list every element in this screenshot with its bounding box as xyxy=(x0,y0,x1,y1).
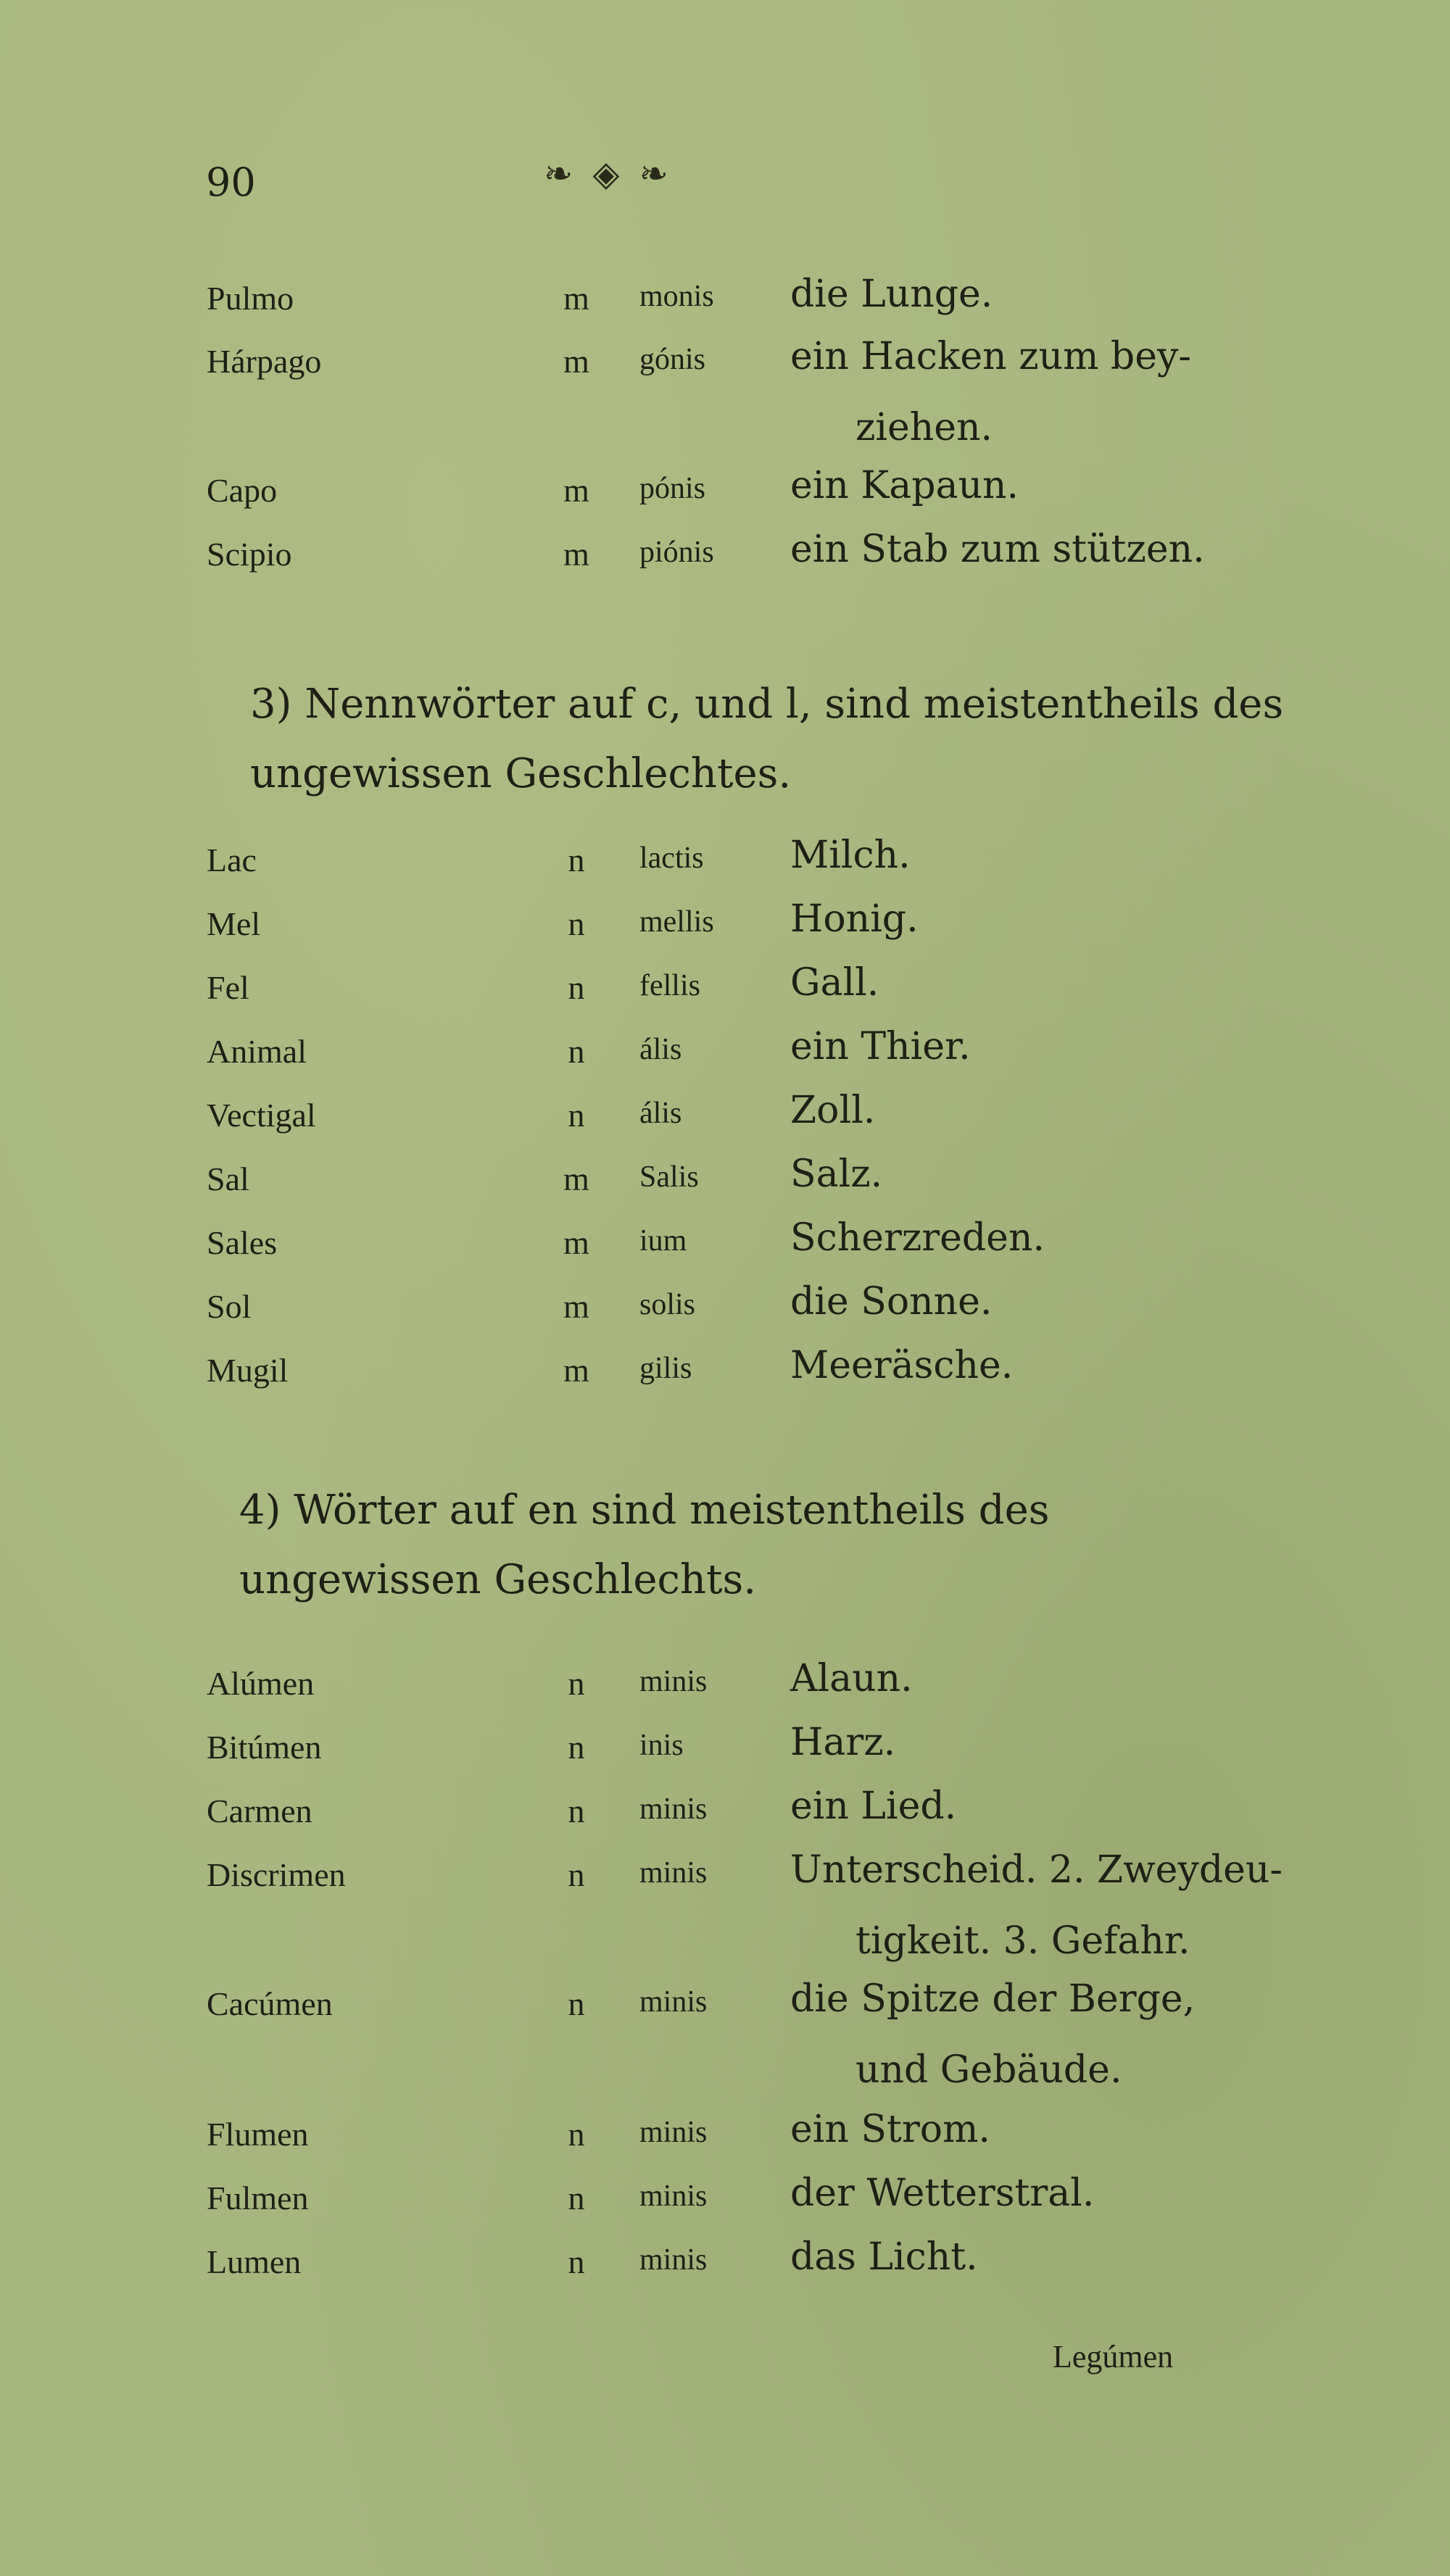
entry-gender: n xyxy=(568,1856,585,1893)
entry-genitive: minis xyxy=(639,2180,708,2213)
entry-german: Unterscheid. 2. Zweydeu- xyxy=(790,1848,1283,1892)
entry-latin: Lumen xyxy=(207,2243,302,2280)
entry-german: die Lunge. xyxy=(790,273,993,316)
entry-latin: Scipio xyxy=(207,536,292,573)
entry-german: die Sonne. xyxy=(790,1280,993,1324)
entry-latin: Sol xyxy=(207,1288,252,1325)
entry-genitive: minis xyxy=(639,1985,708,2019)
entry-latin: Sales xyxy=(207,1224,278,1261)
entry-gender: m xyxy=(563,343,589,380)
entry-gender: n xyxy=(568,1792,585,1829)
entry-latin: Mugil xyxy=(207,1352,289,1389)
entry-genitive: minis xyxy=(639,2243,708,2277)
entry-gender: n xyxy=(568,905,585,942)
page-number: 90 xyxy=(206,159,256,205)
entry-latin: Hárpago xyxy=(207,343,322,380)
entry-genitive: fellis xyxy=(639,969,700,1002)
section-heading: 4) Wörter auf en sind meistentheils des ungewissen Geschlechts. xyxy=(239,1487,1050,1603)
entry-latin: Sal xyxy=(207,1160,249,1197)
entry-german: Gall. xyxy=(790,961,879,1005)
entry-german-continuation: tigkeit. 3. Gefahr. xyxy=(856,1919,1190,1963)
entry-german: Milch. xyxy=(790,834,911,877)
entry-latin: Animal xyxy=(207,1033,307,1070)
entry-latin: Capo xyxy=(207,472,278,509)
entry-gender: m xyxy=(563,1352,589,1389)
entry-latin: Flumen xyxy=(207,2116,309,2153)
entry-genitive: minis xyxy=(639,1856,708,1890)
entry-german: der Wetterstral. xyxy=(790,2172,1095,2215)
entry-gender: n xyxy=(568,1097,585,1134)
entry-german: Honig. xyxy=(790,897,919,941)
entry-gender: n xyxy=(568,2116,585,2153)
entry-latin: Alúmen xyxy=(207,1665,315,1702)
entry-latin: Vectigal xyxy=(207,1097,316,1134)
entry-latin: Fulmen xyxy=(207,2180,309,2216)
entry-latin: Carmen xyxy=(207,1792,312,1829)
entry-german: ein Stab zum stützen. xyxy=(790,528,1205,571)
entry-genitive: lactis xyxy=(639,842,704,875)
header-ornament: ❧ ◈ ❧ xyxy=(544,154,673,194)
entry-genitive: ális xyxy=(639,1097,682,1130)
entry-german: ein Lied. xyxy=(790,1784,957,1828)
entry-genitive: ium xyxy=(639,1224,687,1258)
entry-genitive: gónis xyxy=(639,343,706,376)
entry-gender: m xyxy=(563,536,589,573)
entry-genitive: inis xyxy=(639,1729,684,1762)
entry-latin: Pulmo xyxy=(207,280,294,317)
entry-german: Meeräsche. xyxy=(790,1344,1014,1387)
entry-gender: n xyxy=(568,1729,585,1766)
entry-german: Zoll. xyxy=(790,1089,876,1132)
entry-genitive: minis xyxy=(639,1792,708,1826)
entry-latin: Cacúmen xyxy=(207,1985,333,2022)
entry-german: Scherzreden. xyxy=(790,1216,1045,1260)
entry-german: die Spitze der Berge, xyxy=(790,1977,1196,2021)
entry-german: das Licht. xyxy=(790,2235,978,2279)
entry-genitive: piónis xyxy=(639,536,714,569)
entry-genitive: Salis xyxy=(639,1160,699,1194)
entry-gender: n xyxy=(568,1033,585,1070)
entry-genitive: solis xyxy=(639,1288,696,1321)
entry-latin: Discrimen xyxy=(207,1856,346,1893)
entry-latin: Bitúmen xyxy=(207,1729,322,1766)
entry-genitive: mellis xyxy=(639,905,714,939)
entry-gender: n xyxy=(568,2243,585,2280)
entry-gender: n xyxy=(568,1985,585,2022)
entry-gender: n xyxy=(568,2180,585,2216)
entry-latin: Lac xyxy=(207,842,257,878)
entry-genitive: ális xyxy=(639,1033,682,1066)
entry-german: Salz. xyxy=(790,1152,883,1196)
entry-german: ein Hacken zum bey- xyxy=(790,335,1191,378)
entry-latin: Mel xyxy=(207,905,261,942)
entry-german: Harz. xyxy=(790,1721,896,1764)
catchword: Legúmen xyxy=(1053,2339,1174,2375)
entry-latin: Fel xyxy=(207,969,249,1006)
entry-german: ein Thier. xyxy=(790,1025,971,1068)
entry-gender: n xyxy=(568,1665,585,1702)
entry-genitive: gilis xyxy=(639,1352,692,1385)
entry-genitive: monis xyxy=(639,280,714,313)
entry-genitive: minis xyxy=(639,1665,708,1698)
entry-gender: m xyxy=(563,1160,589,1197)
entry-genitive: pónis xyxy=(639,472,706,505)
entry-gender: m xyxy=(563,1288,589,1325)
entry-german: ein Kapaun. xyxy=(790,464,1019,507)
entry-german: Alaun. xyxy=(790,1657,913,1700)
entry-german-continuation: ziehen. xyxy=(856,406,993,449)
entry-german-continuation: und Gebäude. xyxy=(856,2048,1122,2092)
entry-gender: m xyxy=(563,280,589,317)
entry-gender: n xyxy=(568,969,585,1006)
entry-gender: m xyxy=(563,472,589,509)
entry-german: ein Strom. xyxy=(790,2108,990,2151)
entry-genitive: minis xyxy=(639,2116,708,2149)
section-heading: 3) Nennwörter auf c, und l, sind meistentheils des ungewissen Geschlechtes. xyxy=(250,681,1284,797)
entry-gender: m xyxy=(563,1224,589,1261)
entry-gender: n xyxy=(568,842,585,878)
